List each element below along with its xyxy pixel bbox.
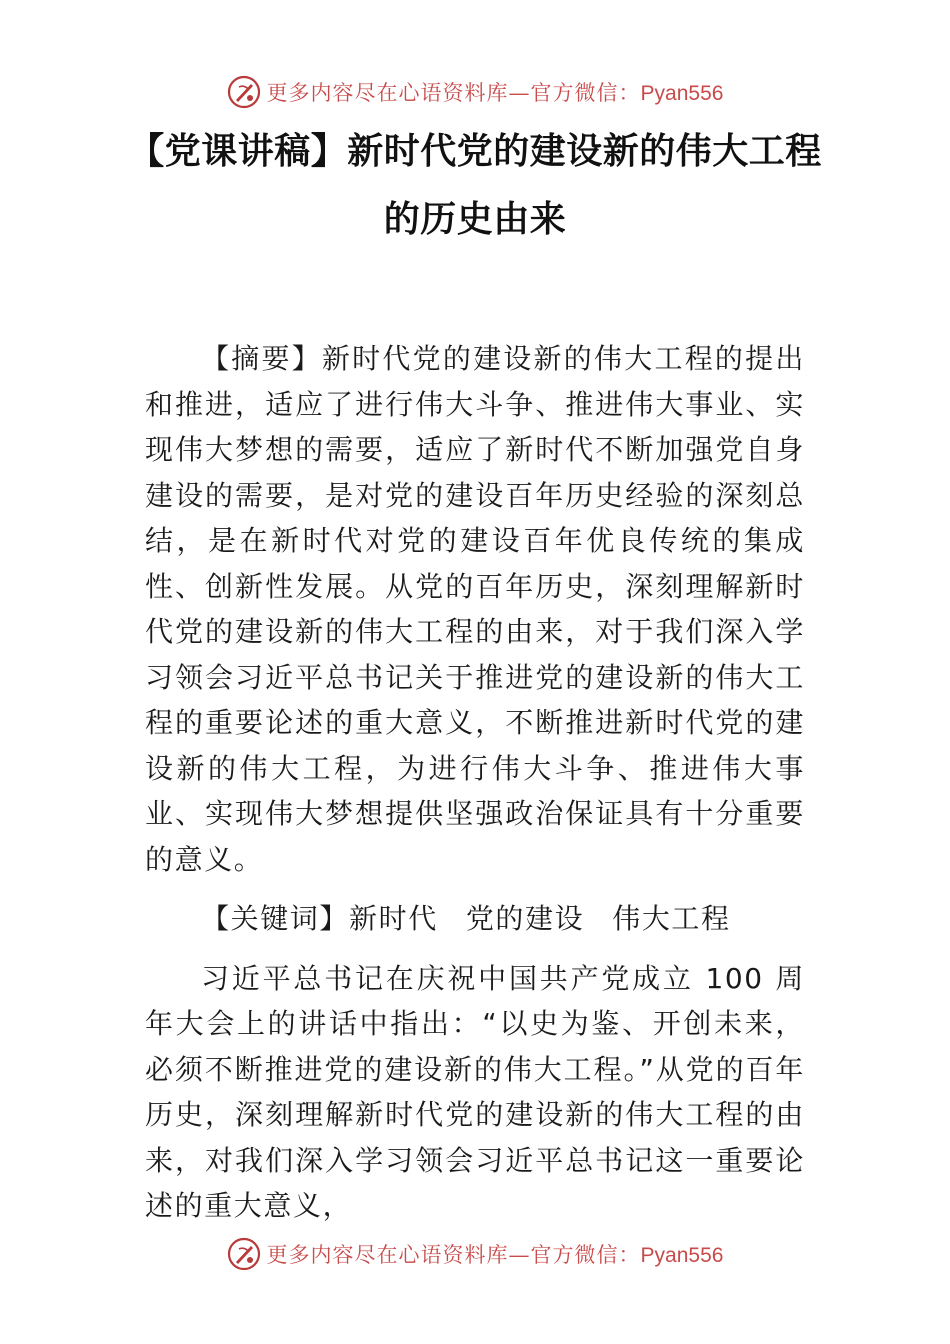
quill-seal-icon [227,1237,261,1271]
footer-banner-text: 更多内容尽在心语资料库—官方微信：Pyan556 [266,1243,724,1267]
document-body [145,336,805,1243]
header-banner [0,72,950,112]
keyword: 伟大工程 [612,902,731,935]
footer-banner [0,1234,950,1274]
keyword: 党的建设 [465,902,585,935]
wechat-id: Pyan556 [640,1244,724,1267]
quill-seal-icon [227,75,261,109]
body-paragraph: 习近平总书记在庆祝中国共产党成立 100 周年大会上的讲话中指出：“以史为鉴、开创未来，必须不断推进党的建设新的伟大工程。”从党的百年历史，深刻理解新时代党的建设新的伟大工程的由来，对我们深入学习领会习近平总书记这一重要论述的重大意义， [145,961,805,1222]
keywords-label: 【关键词】 [201,902,350,935]
abstract-paragraph: 【摘要】新时代党的建设新的伟大工程的提出和推进，适应了进行伟大斗争、推进伟大事业、实现伟大梦想的需要，适应了新时代不断加强党自身建设的需要，是对党的建设百年历史经验的深刻总结，是在新时代对党的建设百年优良传统的集成性、创新性发展。从党的百年历史，深刻理解新时代党的建设新的伟大工程的由来，对于我们深入学习领会习近平总书记关于推进党的建设新的伟大工程的重要论述的重大意义，不断推进新时代党的建设新的伟大工程，为进行伟大斗争、推进伟大事业、实现伟大梦想提供坚强政治保证具有十分重要的意义。 [145,342,805,876]
document-title: 【党课讲稿】新时代党的建设新的伟大工程的历史由来 [128,131,822,240]
header-banner-text: 更多内容尽在心语资料库—官方微信：Pyan556 [266,81,724,105]
keywords-line [145,896,805,942]
keyword: 新时代 [349,902,438,935]
wechat-id: Pyan556 [640,82,724,105]
